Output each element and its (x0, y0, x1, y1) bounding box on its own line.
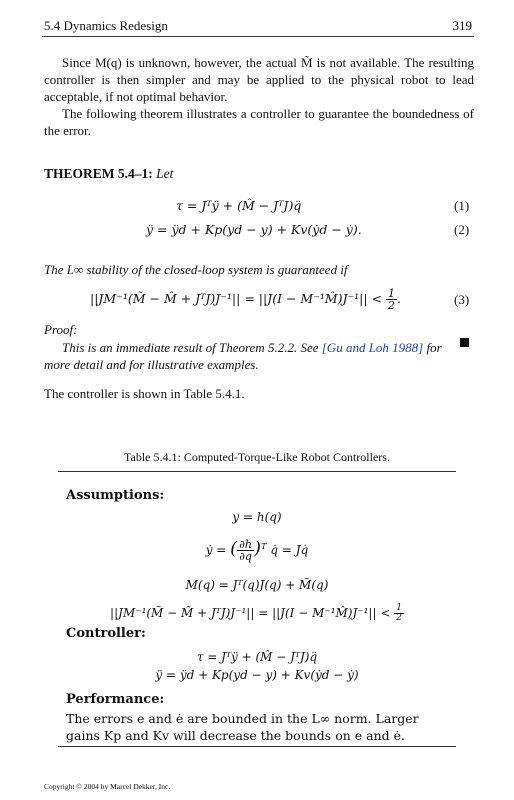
norm-bound-fraction-numerator: 1 (396, 603, 402, 613)
controller-acceleration-law: ÿ = ÿd + Kp(yd − y) + Kv(ẏd − ẏ) (155, 668, 359, 682)
stability-statement: The L∞ stability of the closed-loop system is guaranteed if (44, 262, 348, 277)
norm-bound-body: ||JM⁻¹(M̃ − M̂ + JᵀJ)J⁻¹|| = ||J(I − M⁻¹M̂)J⁻¹|| < (110, 606, 395, 620)
intro-paragraph-2: The following theorem illustrates a controller to guarantee the boundedness of the error. (44, 106, 474, 138)
performance-heading: Performance: (66, 692, 165, 707)
jacobian-paren-close: ) (253, 538, 262, 559)
assumption-jacobian (58, 538, 456, 562)
header-rule (42, 36, 474, 37)
jacobian-rhs: q̇ = Jq̇ (266, 543, 309, 557)
qed-square (460, 338, 469, 347)
intro-paragraph-1: Since M(q) is unknown, however, the actual M̃ is not available. The resulting controller is then simpler and may be applied to the physical robot to lead acceptable, if not optimal behavior. (44, 55, 474, 104)
proof-text-continued: for more detail and for illustrative examples. (44, 340, 442, 372)
equation-2-number: (2) (454, 222, 470, 237)
performance-text: The errors e and ė are bounded in the L∞ norm. Larger gains Kp and Kv will decrease the bounds on e and ė. (66, 711, 419, 743)
table-top-rule (58, 471, 456, 472)
assumption-mass-matrix: M(q) = Jᵀ(q)J(q) + M̃(q) (185, 578, 329, 592)
theorem-lead: Let (156, 166, 174, 181)
controller-heading: Controller: (66, 626, 146, 641)
assumption-norm-bound (58, 604, 456, 623)
norm-bound-fraction-denominator: 2 (396, 613, 402, 623)
controller-reference: The controller is shown in Table 5.4.1. (44, 386, 245, 401)
equation-3-fraction-numerator: 1 (387, 287, 395, 300)
norm-bound-fraction (394, 604, 404, 623)
intro-paragraphs (44, 54, 474, 139)
jacobian-lhs: ẏ = (205, 543, 231, 557)
equation-3-fraction (386, 288, 397, 311)
equation-3-body: ||JM⁻¹(M̃ − M̂ + JᵀJ)J⁻¹|| = ||J(I − M⁻¹M̂)J⁻¹|| < (90, 291, 386, 306)
copyright-footer: Copyright © 2004 by Marcel Dekker, Inc. (44, 782, 171, 791)
assumption-output-map: y = h(q) (232, 510, 282, 524)
equation-1-number: (1) (454, 198, 470, 213)
jacobian-transpose: T (261, 541, 267, 551)
citation-link[interactable]: [Gu and Loh 1988] (321, 340, 424, 355)
controller-torque-law: τ = Jᵀÿ + (M̂ − JᵀJ)q̈ (196, 650, 318, 664)
equation-3-fraction-denominator: 2 (387, 299, 395, 312)
equation-3: ||JM⁻¹(M̃ − M̂ + JᵀJ)J⁻¹|| = ||J(I − M⁻¹M̂)J⁻¹|| < $\frac{1}{2}$ . (90, 287, 401, 312)
equation-2: ÿ = ÿd + Kp(yd − y) + Kv(ẏd − ẏ). (146, 222, 362, 237)
theorem-heading (44, 166, 173, 182)
table-bottom-rule (58, 746, 456, 747)
equation-3-number: (3) (454, 292, 470, 307)
jacobian-fraction (237, 539, 254, 562)
assumptions-heading: Assumptions: (66, 488, 165, 503)
proof-text: This is an immediate result of Theorem 5.2.2. See (62, 340, 322, 355)
running-header-page-number: 319 (452, 18, 472, 33)
theorem-label: THEOREM 5.4–1: (44, 166, 153, 181)
jacobian-fraction-denominator: ∂q (239, 550, 252, 563)
proof-label: Proof: (44, 322, 78, 337)
table-caption: Table 5.4.1: Computed-Torque-Like Robot Controllers. (124, 450, 390, 464)
jacobian-fraction-numerator: ∂h (239, 538, 252, 551)
jacobian-paren-open: ( (230, 538, 238, 559)
equation-1: τ = Jᵀÿ + (M̂ − JᵀJ)q̈ (176, 198, 302, 213)
running-header-section: 5.4 Dynamics Redesign (44, 18, 168, 33)
proof-body (44, 339, 454, 373)
